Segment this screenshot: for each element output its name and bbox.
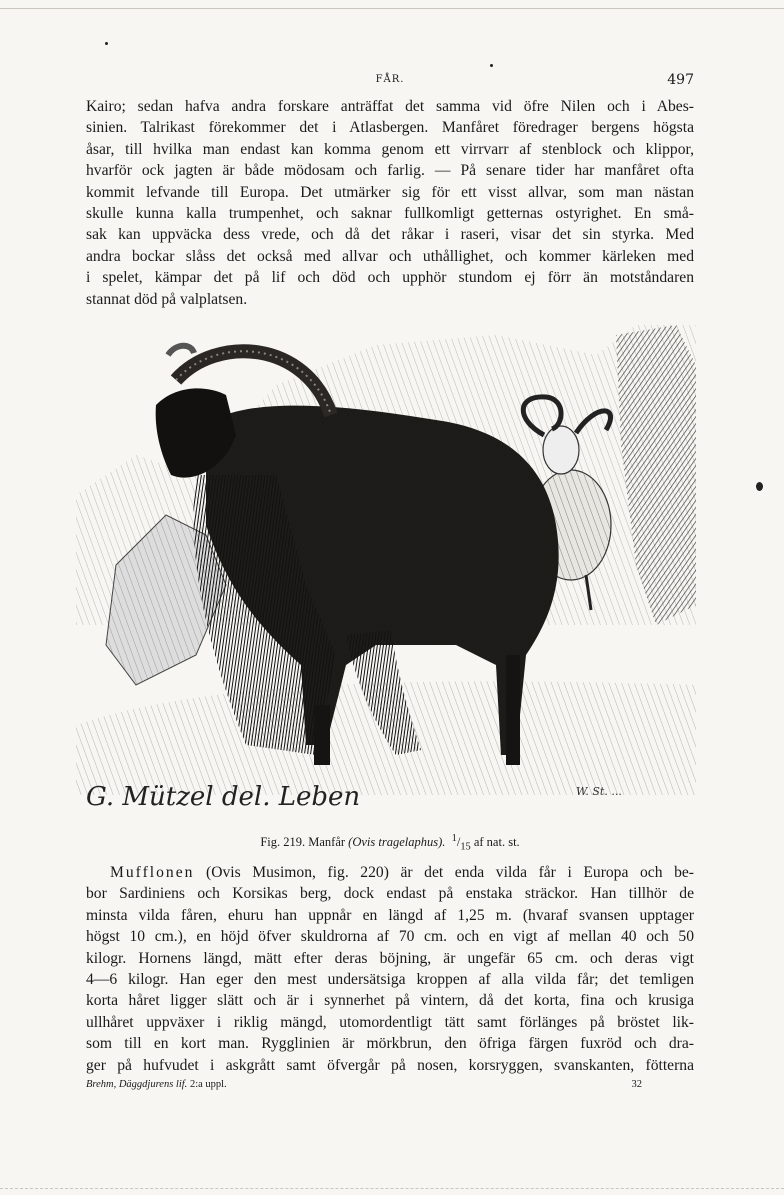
- text-line: kommit lefvande till Europa. Det utmärker sig för ett visst allvar, som man nästan: [86, 183, 694, 201]
- text-line: i spelet, kämpar det på lif och död och upphör stundom ej förr än motståndaren: [86, 269, 694, 287]
- page-bottom-edge: [0, 1188, 784, 1189]
- caption-label: Fig. 219. Manfår: [260, 835, 346, 850]
- engraver-signature: W. St. ...: [576, 785, 622, 798]
- print-speck: [756, 482, 763, 491]
- text-line-content: (Ovis Musimon, fig. 220) är det enda vilda får i Europa och be-: [194, 864, 694, 881]
- text-line: korta håret ligger slätt och är i synnerhet på vintern, då det korta, fina och krusiga: [86, 992, 694, 1010]
- text-line: ullhåret uppväxer i riklig mängd, utomordentligt tätt samt förlänges på bröstet lik-: [86, 1013, 694, 1031]
- text-line: sinien. Talrikast förekommer det i Atlasbergen. Manfåret föredrager bergens högsta: [86, 119, 694, 137]
- caption-scale-suffix: af nat. st.: [473, 835, 520, 850]
- print-speck: [490, 64, 493, 67]
- text-line: kilogr. Hornens längd, mätt efter deras böjning, är ungefär 65 cm. och deras vigt: [86, 949, 694, 967]
- text-line: stannat död på valplatsen.: [86, 290, 248, 308]
- text-line: hvarför ock jagten är både mödosam och farlig. — På senare tider har manfåret ofta: [86, 162, 694, 180]
- caption-species: (Ovis tragelaphus).: [348, 835, 446, 850]
- figure-engraving-barbary-sheep: [76, 325, 696, 830]
- page-number: 497: [667, 72, 694, 88]
- edition: 2:a uppl.: [189, 1079, 227, 1090]
- paragraph-2: [86, 862, 694, 1076]
- text-line: minsta vilda fåren, ehuru han uppnår en längd af 1,25 m. (hvaraf svansen upptager: [86, 906, 694, 924]
- text-line: bor Sardiniens och Korsikas berg, dock endast på enstaka sträckor. Han tillhör de: [86, 885, 694, 903]
- text-line: skulle kunna kalla trumpenhet, och saknar fullkomligt getternas ostyrighet. En små-: [86, 205, 694, 223]
- running-head: [86, 74, 694, 90]
- text-line: ger på hufvudet i askgrått samt öfvergår på nosen, korsryggen, svanskanten, fötterna: [86, 1056, 694, 1074]
- running-title: FÅR.: [375, 74, 405, 85]
- illustrator-signature: G. Mützel del. Leben: [86, 782, 361, 812]
- species-name: Mufflonen: [110, 864, 195, 881]
- book-title: Brehm, Däggdjurens lif.: [86, 1079, 188, 1090]
- scale-denominator: 15: [460, 841, 471, 853]
- figure-caption: Fig. 219. Manfår (Ovis tragelaphus). $^1/_{15}$ af nat. st.: [260, 833, 520, 853]
- engraving-illustration: [76, 325, 696, 830]
- text-line: högst 10 cm.), en höjd öfver skuldrorna af 70 cm. och en vigt af mellan 40 och 50: [86, 928, 694, 946]
- text-line: åsar, till hvilka man endast kan komma genom ett virrvarr af stenblock och klippor,: [86, 140, 694, 158]
- signature-mark: 32: [631, 1079, 642, 1090]
- footer-book-title: [86, 1079, 227, 1090]
- text-line: sak kan uppväcka dess vrede, och då det råkar i raseri, visar det sin styrka. Med: [86, 226, 694, 244]
- text-line: Kairo; sedan hafva andra forskare anträffat det samma vid öfre Nilen och i Abes-: [86, 98, 694, 115]
- paragraph-1: [86, 96, 694, 310]
- print-speck: [105, 42, 108, 45]
- text-line: [86, 862, 694, 883]
- scale-numerator: 1: [451, 833, 457, 844]
- page-top-edge: [0, 8, 784, 9]
- text-line: 4—6 kilogr. Han eger den mest undersätsiga kroppen af alla vilda får; det temligen: [86, 971, 694, 989]
- text-line: andra bockar slåss det också med allvar och uthållighet, och kommer kärleken med: [86, 247, 694, 265]
- text-line: som till en kort man. Rygglinien är mörkbrun, den öfriga färgen fuxröd och dra-: [86, 1035, 694, 1053]
